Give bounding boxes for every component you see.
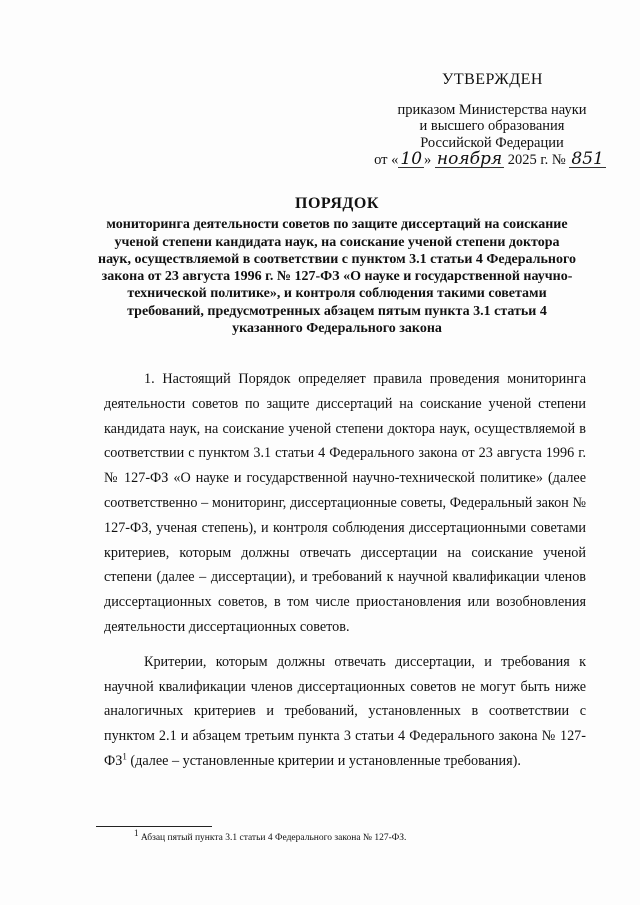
date-quote-close: » (424, 152, 432, 168)
paragraph-2-text: Критерии, которым должны отвечать диссертации, и требования к научной квалификации членов диссертационных советов не могут быть ниже аналогичных критериев и требований, установленных в соответствии с пунктом 2.1 и абзацем третьим пункта 3 статьи 4 Федерального закона № 127-ФЗ (104, 653, 586, 769)
handwritten-order-number: 851 (571, 149, 604, 169)
document-subtitle: мониторинга деятельности советов по защите диссертаций на соискание ученой степени кандидата наук, на соискание ученой степени доктора наук, осуществляемой в соответствии с пунктом 3.1 статьи 4 Федерального закона от 23 августа 1996 г. № 127-ФЗ «О науке и государственной научно-технической политике», и контроля соблюдения такими советами требований, предусмотренных абзацем пятым пункта 3.1 статьи 4 указанного Федерального закона (98, 217, 576, 337)
approval-date-line (368, 151, 612, 169)
footnote-text: Абзац пятый пункта 3.1 статьи 4 Федерального закона № 127-ФЗ. (138, 833, 407, 843)
paragraph-1: 1. Настоящий Порядок определяет правила проведения мониторинга деятельности советов по защите диссертаций на соискание ученой степени кандидата наук, на соискание ученой степени доктора наук, осуществляемой в соответствии с пунктом 3.1 статьи 4 Федерального закона от 23 августа 1996 г. № 127-ФЗ «О науке и государственной научно-технической политике» (далее соответственно – мониторинг, диссертационные советы, Федеральный закон № 127-ФЗ, ученая степень), и контроля соблюдения диссертационными советами критериев, которым должны отвечать диссертации на соискание ученой степени (далее – диссертации), и требований к научной квалификации членов диссертационных советов, в том числе приостановления или возобновления деятельности диссертационных советов. (104, 371, 586, 635)
footnote-reference: 1 (122, 751, 127, 762)
approval-stamp (372, 72, 612, 169)
paragraph-2-text-end: (далее – установленные критерии и установленные требования). (126, 752, 521, 769)
footnote-divider (96, 826, 212, 827)
approval-line-2: и высшего образования (419, 118, 565, 134)
approval-line-3: Российской Федерации (420, 134, 564, 151)
document-body (104, 367, 586, 774)
handwritten-day: 10 (400, 149, 423, 169)
date-year-number-label: 2025 г. № (507, 152, 566, 168)
document-title-block (98, 195, 576, 337)
handwritten-month: ноября (436, 149, 503, 169)
paragraph-2 (104, 650, 586, 774)
document-title: ПОРЯДОК (295, 195, 379, 212)
approval-line-1: приказом Министерства науки (397, 101, 587, 118)
footnote (134, 827, 407, 844)
approved-heading: УТВЕРЖДЕН (442, 71, 543, 88)
footnote-marker: 1 (134, 827, 139, 838)
date-prefix: от « (374, 152, 399, 168)
